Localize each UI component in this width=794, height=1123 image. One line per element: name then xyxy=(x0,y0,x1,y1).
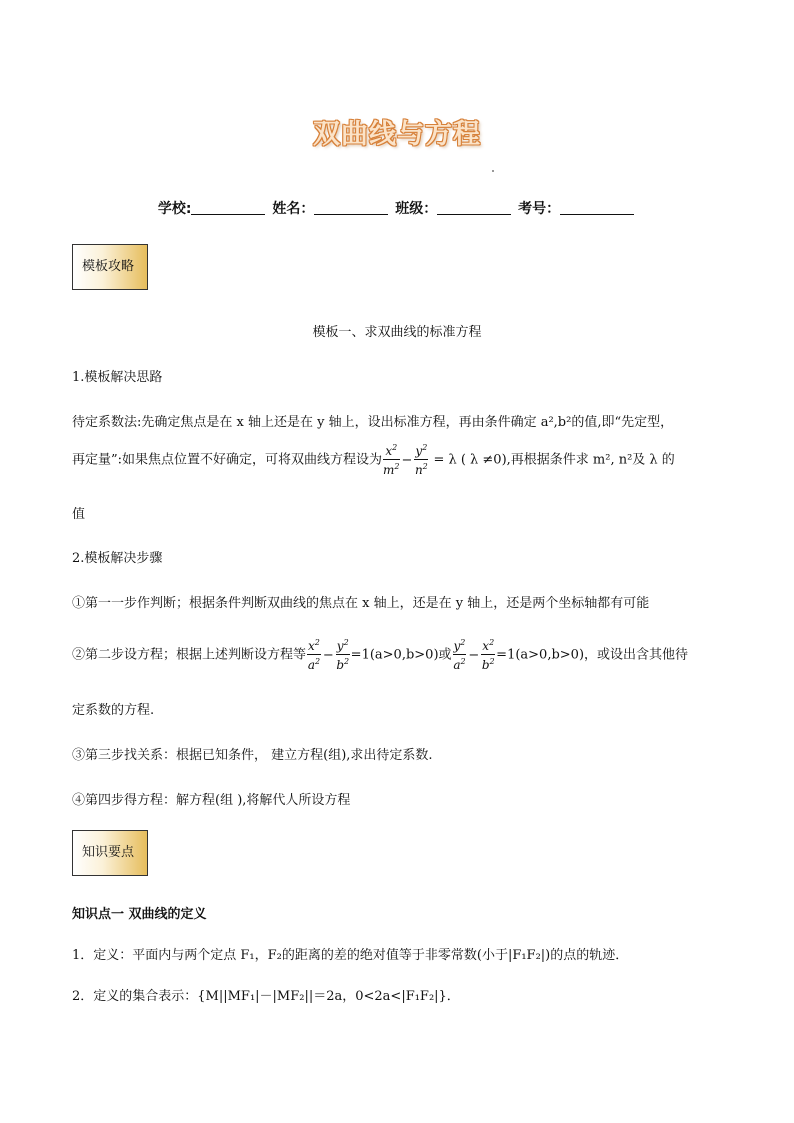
idea-line-2-eq: = λ ( λ ≠0),再根据条件求 m², n²及 λ 的 xyxy=(433,452,675,468)
page-title: 双曲线与方程 xyxy=(313,119,481,150)
definition-2: 2．定义的集合表示：{M||MF₁|－|MF₂||＝2a，0<2a<|F₁F₂|}． xyxy=(72,989,460,1004)
step-2-continued: 定系数的方程. xyxy=(72,703,155,718)
class-blank[interactable] xyxy=(437,200,511,215)
step-2 xyxy=(72,639,732,671)
idea-line-2 xyxy=(72,444,732,476)
template-heading: 模板一、求双曲线的标准方程 xyxy=(312,325,482,340)
fraction-y2-b2: $\frac{y^2}{b^2}$ xyxy=(336,638,350,672)
fraction-x2-b2: $\frac{x^2}{b^2}$ xyxy=(481,638,495,672)
step-2-mid-2: =1(a>0,b>0)，或设出含其他待 xyxy=(496,647,689,663)
minus-sign: − xyxy=(401,452,413,468)
name-label: 姓名： xyxy=(272,201,315,217)
class-label: 班级： xyxy=(395,201,438,217)
idea-heading: 1.模板解决思路 xyxy=(72,370,163,385)
step-4: ④第四步得方程：解方程(组 ),将解代人所设方程 xyxy=(72,793,351,808)
fraction-y2-a2: $\frac{y^2}{a^2}$ xyxy=(453,638,466,672)
idea-line-1: 待定系数法:先确定焦点是在 x 轴上还是在 y 轴上，设出标准方程，再由条件确定 a²,b²的值,即“先定型， xyxy=(72,415,674,430)
step-2-text: ②第二步设方程；根据上述判断设方程等 xyxy=(72,647,307,663)
idea-line-3: 值 xyxy=(72,507,86,522)
minus-sign: − xyxy=(322,647,334,663)
number-blank[interactable] xyxy=(560,200,634,215)
fraction-y2-n2: $\frac{y^2}{n^2}$ xyxy=(414,443,428,477)
section-label-template: 模板攻略 xyxy=(72,244,148,290)
idea-line-2-text: 再定量”:如果焦点位置不好确定，可将双曲线方程设为 xyxy=(72,452,383,468)
step-1: ①第一一步作判断；根据条件判断双曲线的焦点在 x 轴上，还是在 y 轴上，还是两个坐标轴都有可能 xyxy=(72,596,650,611)
number-label: 考号： xyxy=(518,201,561,217)
decorative-dot xyxy=(492,170,494,172)
section-label-knowledge: 知识要点 xyxy=(72,830,148,876)
step-2-mid-1: =1(a>0,b>0)或 xyxy=(350,647,452,663)
school-label: 学校: xyxy=(157,201,192,217)
fraction-x2-a2: $\frac{x^2}{a^2}$ xyxy=(307,638,321,672)
definition-1: 1．定义：平面内与两个定点 F₁，F₂的距离的差的绝对值等于非零常数(小于|F₁F₂|)的点的轨迹． xyxy=(72,948,629,963)
steps-heading: 2.模板解决步骤 xyxy=(72,551,163,566)
fraction-x2-m2: $\frac{x^2}{m^2}$ xyxy=(383,443,400,477)
name-blank[interactable] xyxy=(314,200,388,215)
knowledge-heading: 知识点一 双曲线的定义 xyxy=(72,907,207,922)
minus-sign: − xyxy=(468,647,480,663)
student-info-row xyxy=(0,198,794,218)
step-3: ③第三步找关系：根据已知条件， 建立方程(组),求出待定系数. xyxy=(72,748,433,763)
school-blank[interactable] xyxy=(191,200,265,215)
